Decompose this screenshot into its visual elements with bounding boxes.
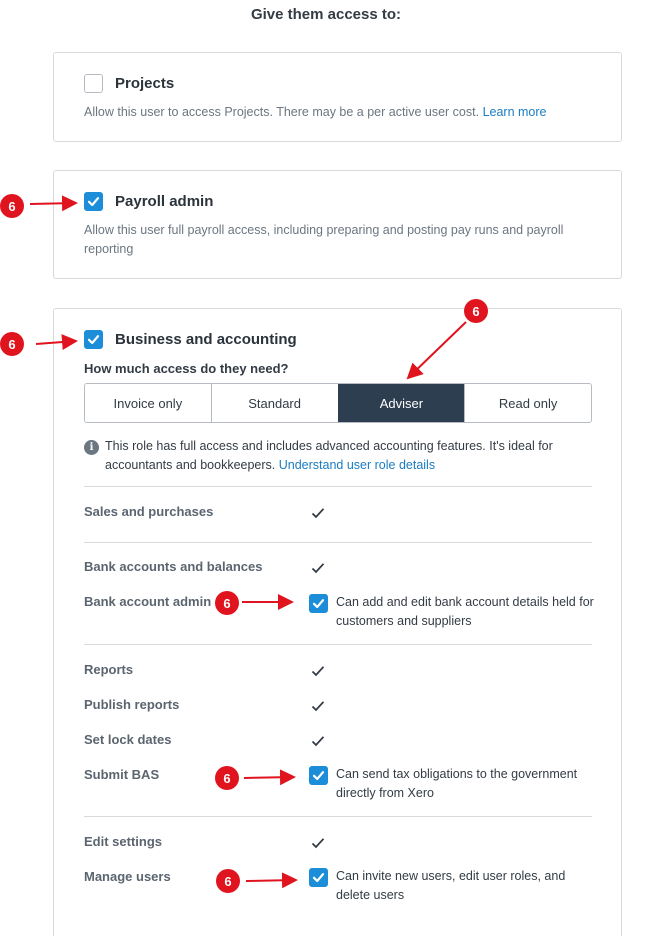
perm-bank-accounts: Bank accounts and balances	[84, 559, 263, 574]
annotation-arrow	[246, 880, 296, 881]
business-accounting-title: Business and accounting	[115, 331, 297, 348]
bank-account-admin-description: Can add and edit bank account details held for customers and suppliers	[336, 595, 594, 628]
role-adviser[interactable]: Adviser	[338, 384, 465, 422]
perm-bank-account-admin: Bank account admin	[84, 594, 212, 609]
submit-bas-description: Can send tax obligations to the government directly from Xero	[336, 767, 578, 800]
perm-edit-settings: Edit settings	[84, 834, 163, 849]
manage-users-description: Can invite new users, edit user roles, and delete users	[336, 869, 566, 902]
perm-set-lock-dates: Set lock dates	[84, 732, 172, 747]
annotation-arrow	[36, 341, 76, 344]
info-icon: i	[84, 440, 99, 455]
projects-title: Projects	[115, 75, 175, 92]
understand-roles-link[interactable]: Understand user role details	[278, 458, 436, 472]
annotation-arrow	[408, 322, 466, 378]
page-heading: Give them access to:	[250, 6, 402, 23]
access-question: How much access do they need?	[84, 361, 289, 376]
perm-publish-reports: Publish reports	[84, 697, 180, 712]
annotation-badge: 6	[0, 332, 24, 356]
payroll-admin-title: Payroll admin	[115, 193, 214, 210]
annotation-arrow	[30, 203, 76, 204]
annotation-badge: 6	[216, 869, 240, 893]
annotation-badge: 6	[0, 194, 24, 218]
role-invoice-only[interactable]: Invoice only	[85, 384, 211, 422]
perm-reports: Reports	[84, 662, 134, 677]
perm-sales-purchases: Sales and purchases	[84, 504, 214, 519]
annotation-badge: 6	[215, 766, 239, 790]
annotation-badge: 6	[464, 299, 488, 323]
projects-description-text: Allow this user to access Projects. There may be a per active user cost.	[84, 105, 480, 119]
annotation-arrow	[244, 777, 294, 778]
perm-manage-users: Manage users	[84, 869, 171, 884]
role-read-only[interactable]: Read only	[464, 384, 591, 422]
payroll-description: Allow this user full payroll access, including preparing and posting pay runs and payroll reporting	[84, 223, 564, 256]
perm-submit-bas: Submit BAS	[84, 767, 160, 782]
role-standard[interactable]: Standard	[211, 384, 338, 422]
learn-more-link[interactable]: Learn more	[482, 105, 547, 119]
role-info-description: This role has full access and includes advanced accounting features. It's ideal for accountants and bookkeepers.	[105, 439, 553, 472]
annotation-badge: 6	[215, 591, 239, 615]
